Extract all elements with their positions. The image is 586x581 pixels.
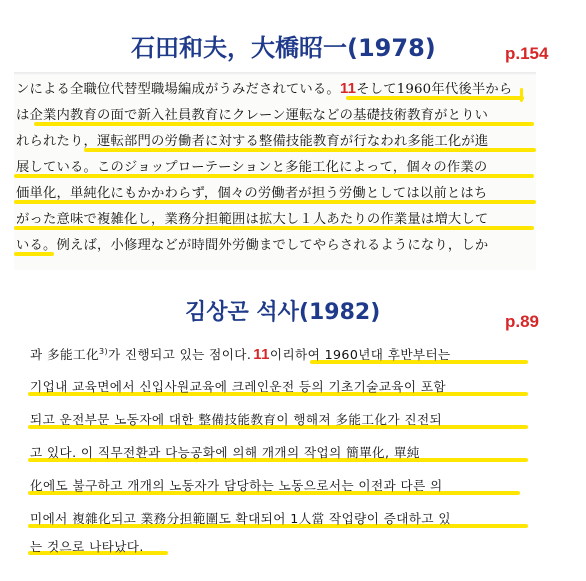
text-line: 고 있다. 이 직무전환과 다능공화에 의해 개개의 작업의 簡單化, 單純 [30, 445, 420, 460]
text-line: 는 것으로 나타났다. [30, 539, 144, 554]
text-line: れられたり，運転部門の労働者に対する整備技能教育が行なわれ多能工化が進 [16, 134, 489, 149]
text-span: 가 진행되고 있는 점이다. [107, 347, 252, 362]
text-line: 되고 운전부문 노동자에 대한 整備技能教育이 행해져 多能工化가 진전되 [30, 412, 443, 427]
text-line: は企業内教育の面で新入社員教育にクレーン運転などの基礎技術教育がとりい [16, 108, 489, 123]
section2-excerpt [28, 333, 560, 561]
section2-title: 김상곤 석사(1982) [185, 300, 381, 325]
text-line: がった意味で複雑化し，業務分担範囲は拡大し１人あたりの作業量は増大して [16, 212, 489, 227]
highlight [520, 88, 523, 102]
text-span: 이리하여 1960년대 후반부터는 [269, 347, 451, 362]
text-line [30, 344, 451, 363]
text-line [16, 78, 512, 97]
section2-page-ref: p.89 [505, 312, 540, 331]
text-span: 과 多能工化 [30, 347, 99, 362]
text-line: 미에서 複雜化되고 業務分担範圍도 확대되어 1人當 작업량이 증대하고 있 [30, 511, 451, 526]
section1-page-ref: p.154 [505, 44, 549, 63]
text-line: 展している。このジョップローテーションと多能工化によって，個々の作業の [16, 160, 488, 175]
marker-number: 11 [253, 346, 270, 363]
section1-excerpt [14, 74, 536, 270]
scan-edge [14, 72, 536, 76]
footnote-ref: 3) [98, 346, 108, 356]
section1-title: 石田和夫，大橋昭一(1978) [131, 34, 436, 62]
text-span: そして1960年代後半から [356, 82, 513, 97]
text-line: いる。例えば，小修理などが時間外労働までしてやらされるようになり，しか [16, 238, 489, 253]
text-line: 化에도 불구하고 개개의 노동자가 담당하는 노동으로서는 이전과 다른 의 [30, 478, 443, 493]
text-line: 기업내 교육면에서 신입사원교육에 크레인운전 등의 기초기술교육이 포함 [30, 379, 446, 394]
marker-number: 11 [339, 80, 357, 97]
text-span: ンによる全職位代替型職場編成がうみだされている。 [16, 82, 340, 97]
text-line: 価単化，単純化にもかかわらず，個々の労働者が担う労働としては以前とはち [16, 186, 488, 201]
